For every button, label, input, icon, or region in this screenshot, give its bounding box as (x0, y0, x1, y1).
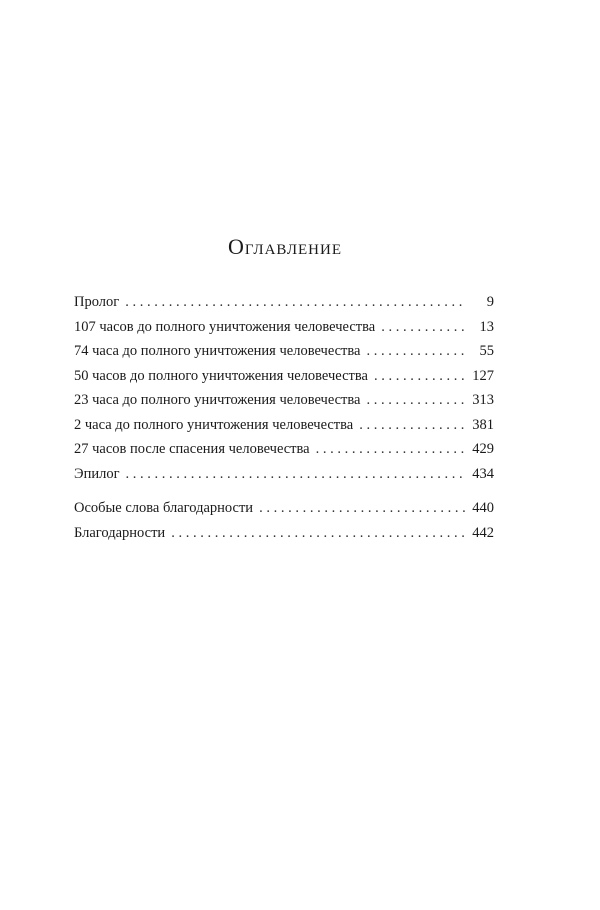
toc-entry-page: 9 (486, 294, 494, 310)
toc-dot-leader (381, 315, 466, 340)
toc-entry-page: 429 (472, 441, 494, 457)
toc-entry-acknowledgements (74, 521, 494, 546)
toc-dot-leader (125, 290, 466, 315)
toc-group-back-matter (74, 496, 494, 545)
toc-entry-page: 55 (479, 343, 494, 359)
toc-entry-prologue (74, 290, 494, 315)
toc-group-main (74, 290, 494, 486)
toc-entry-label: 74 часа до полного уничтожения человечества (74, 343, 361, 359)
toc-entry-label: Пролог (74, 294, 120, 310)
toc-entry-chapter-27-after (74, 437, 494, 462)
toc-entry-page: 313 (472, 392, 494, 408)
toc-entry-page: 434 (472, 465, 494, 482)
table-of-contents (74, 290, 494, 545)
toc-dot-leader (366, 388, 466, 413)
toc-entry-label: 50 часов до полного уничтожения человечества (74, 367, 368, 384)
toc-dot-leader (366, 339, 466, 364)
toc-entry-label: 23 часа до полного уничтожения человечества (74, 392, 361, 408)
toc-entry-special-thanks (74, 496, 494, 521)
toc-dot-leader (316, 437, 466, 462)
toc-dot-leader (171, 521, 466, 546)
toc-entry-page: 442 (472, 524, 494, 541)
toc-dot-leader (374, 364, 466, 389)
toc-entry-page: 127 (472, 367, 494, 384)
toc-entry-label: Благодарности (74, 524, 166, 541)
toc-entry-chapter-50 (74, 364, 494, 389)
toc-entry-chapter-74 (74, 339, 494, 364)
toc-entry-label: Особые слова благодарности (74, 500, 254, 516)
toc-title: Оглавление (227, 234, 343, 259)
toc-entry-epilogue (74, 462, 494, 487)
toc-entry-chapter-23 (74, 388, 494, 413)
toc-dot-leader (259, 496, 466, 521)
toc-entry-page: 440 (472, 500, 494, 516)
toc-entry-page: 381 (472, 416, 494, 433)
toc-entry-chapter-107 (74, 315, 494, 340)
toc-dot-leader (126, 462, 466, 487)
toc-dot-leader (359, 413, 466, 438)
toc-entry-page: 13 (479, 318, 494, 335)
toc-entry-label: 27 часов после спасения человечества (74, 441, 310, 457)
toc-entry-label: 107 часов до полного уничтожения человечества (74, 318, 376, 335)
toc-entry-label: Эпилог (74, 465, 120, 482)
toc-entry-label: 2 часа до полного уничтожения человечества (74, 416, 354, 433)
toc-entry-chapter-2 (74, 413, 494, 438)
